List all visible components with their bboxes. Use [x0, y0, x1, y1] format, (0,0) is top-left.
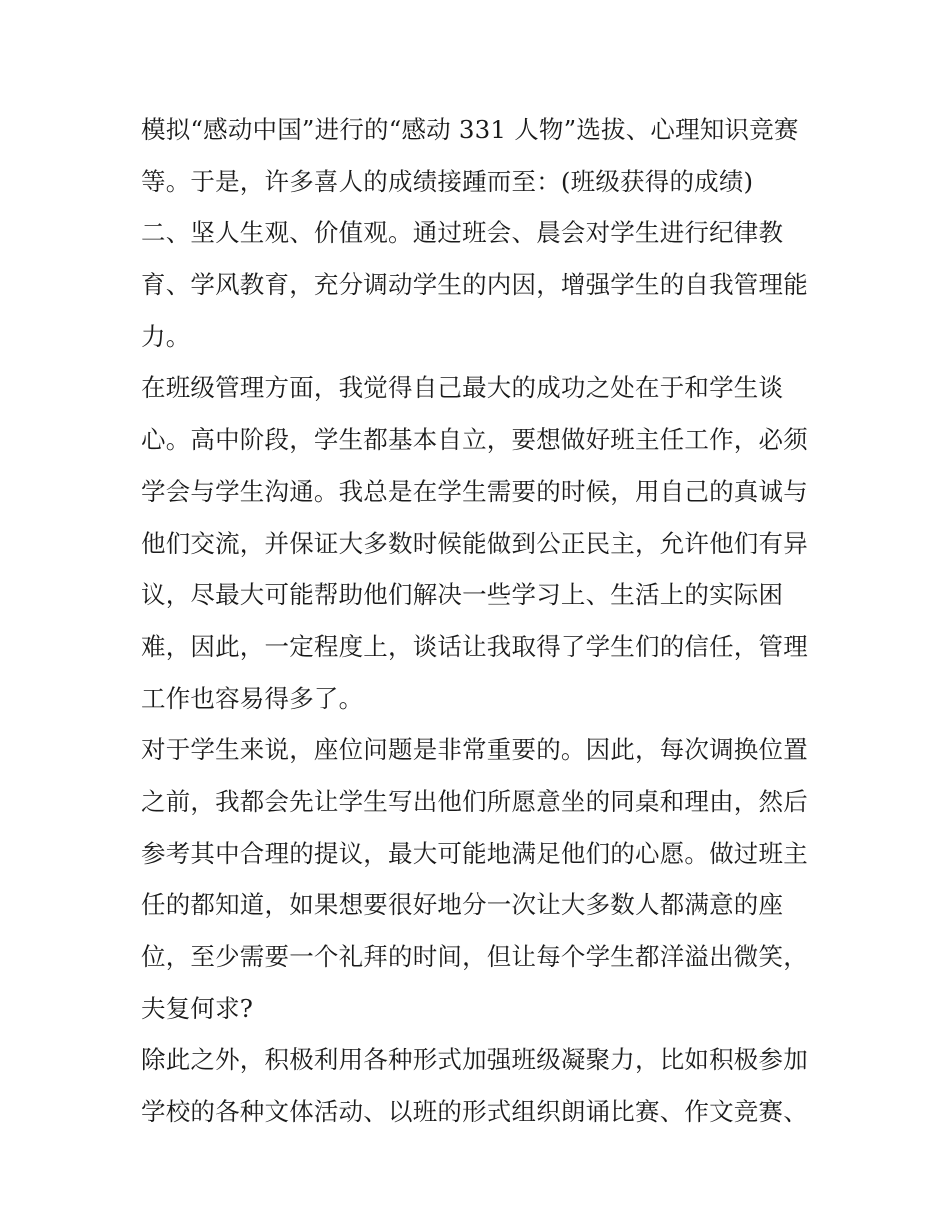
text-line: 之前，我都会先让学生写出他们所愿意坐的同桌和理由，然后: [141, 786, 808, 816]
text-line: 参考其中合理的提议，最大可能地满足他们的心愿。做过班主: [141, 838, 808, 868]
text-line: 工作也容易得多了。: [141, 683, 364, 713]
text-line: 位，至少需要一个礼拜的时间，但让每个学生都洋溢出微笑，: [141, 942, 808, 971]
text-line: 任的都知道，如果想要很好地分一次让大多数人都满意的座: [141, 890, 784, 920]
text-line: 学校的各种文体活动、以班的形式组织朗诵比赛、作文竞赛、: [141, 1097, 808, 1127]
text-line: 力。: [141, 321, 191, 351]
text-line: 等。于是，许多喜人的成绩接踵而至：(班级获得的成绩): [141, 166, 754, 196]
text-line: 难，因此，一定程度上，谈话让我取得了学生们的信任，管理: [141, 631, 808, 661]
text-line: 议，尽最大可能帮助他们解决一些学习上、生活上的实际困: [141, 580, 784, 610]
text-line: 对于学生来说，座位问题是非常重要的。因此，每次调换位置: [141, 735, 808, 765]
text-line: 育、学风教育，充分调动学生的内因，增强学生的自我管理能: [141, 270, 808, 300]
text-line: 夫复何求?: [141, 993, 254, 1023]
text-line: 除此之外，积极利用各种形式加强班级凝聚力，比如积极参加: [141, 1045, 808, 1075]
text-line: 学会与学生沟通。我总是在学生需要的时候，用自己的真诚与: [141, 476, 808, 506]
text-line: 他们交流，并保证大多数时候能做到公正民主，允许他们有异: [141, 528, 808, 558]
text-line: 心。高中阶段，学生都基本自立，要想做好班主任工作，必须: [141, 425, 808, 455]
text-line: 在班级管理方面，我觉得自己最大的成功之处在于和学生谈: [141, 373, 784, 403]
text-line: 二、坚人生观、价值观。通过班会、晨会对学生进行纪律教: [141, 218, 784, 248]
text-line: 模拟“感动中国”进行的“感动 331 人物”选拔、心理知识竞赛: [141, 115, 799, 144]
document-body: [141, 104, 821, 1138]
